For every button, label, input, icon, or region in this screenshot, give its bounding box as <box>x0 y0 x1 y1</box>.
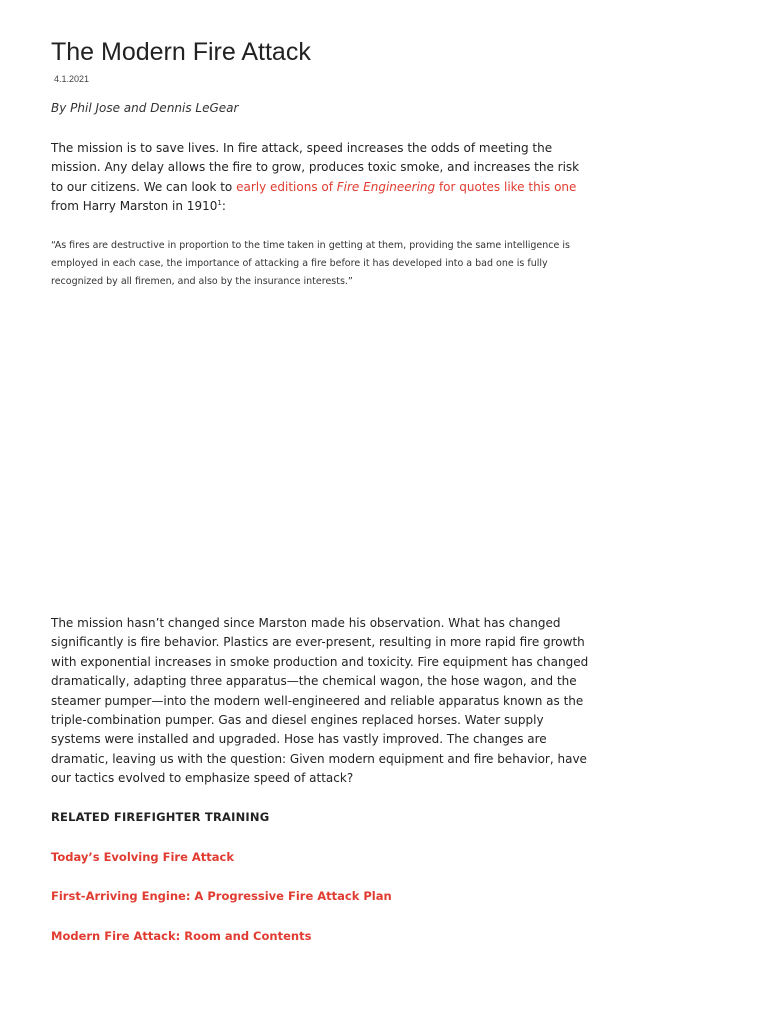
related-link-room-and-contents[interactable]: Modern Fire Attack: Room and Contents <box>51 929 312 943</box>
article-title: The Modern Fire Attack <box>51 38 311 66</box>
article-date: 4.1.2021 <box>54 74 90 84</box>
marston-quote: “As fires are destructive in proportion to the time taken in getting at them, providing the same intelligence is employed in each case, the importance of attacking a fire before it has developed into a bad one is fully recognized by all firemen, and also by the insurance interests.” <box>51 240 570 287</box>
body-paragraph: The mission hasn’t changed since Marston made his observation. What has changed significantly is fire behavior. Plastics are ever-present, resulting in more rapid fire growth with exponential increases in smoke production and toxicity. Fire equipment has changed dramatically, adapting three apparatus—the chemical wagon, the hose wagon, and the steamer pumper—into the modern well-engineered and reliable apparatus known as the triple-combination pumper. Gas and diesel engines replaced horses. Water supply systems were installed and upgraded. Hose has vastly improved. The changes are dramatic, leaving us with the question: Given modern equipment and fire behavior, have our tactics evolved to emphasize speed of attack? <box>51 616 589 786</box>
intro-paragraph <box>51 139 591 217</box>
article-byline: By Phil Jose and Dennis LeGear <box>51 101 239 115</box>
blank-ad-space <box>51 300 591 600</box>
link-text-end: for quotes like this one <box>435 179 577 194</box>
intro-text: The mission is to save lives. In fire attack, speed increases the odds of meeting the mission. Any delay allows the fire to grow, produces toxic smoke, and increases the risk to our citizens. We can look to <box>51 141 580 194</box>
related-training-heading: RELATED FIREFIGHTER TRAINING <box>51 810 270 824</box>
related-link-evolving-fire-attack[interactable]: Today’s Evolving Fire Attack <box>51 850 235 864</box>
intro-text-end: : <box>221 199 226 214</box>
early-editions-link[interactable] <box>236 180 576 194</box>
intro-text-after-link: from Harry Marston in 1910 <box>51 199 218 214</box>
link-text-start: early editions of <box>236 179 337 194</box>
footnote-marker: 1 <box>217 199 222 208</box>
link-text-publication: Fire Engineering <box>336 179 436 194</box>
related-link-first-arriving-engine[interactable]: First-Arriving Engine: A Progressive Fire Attack Plan <box>51 889 392 903</box>
